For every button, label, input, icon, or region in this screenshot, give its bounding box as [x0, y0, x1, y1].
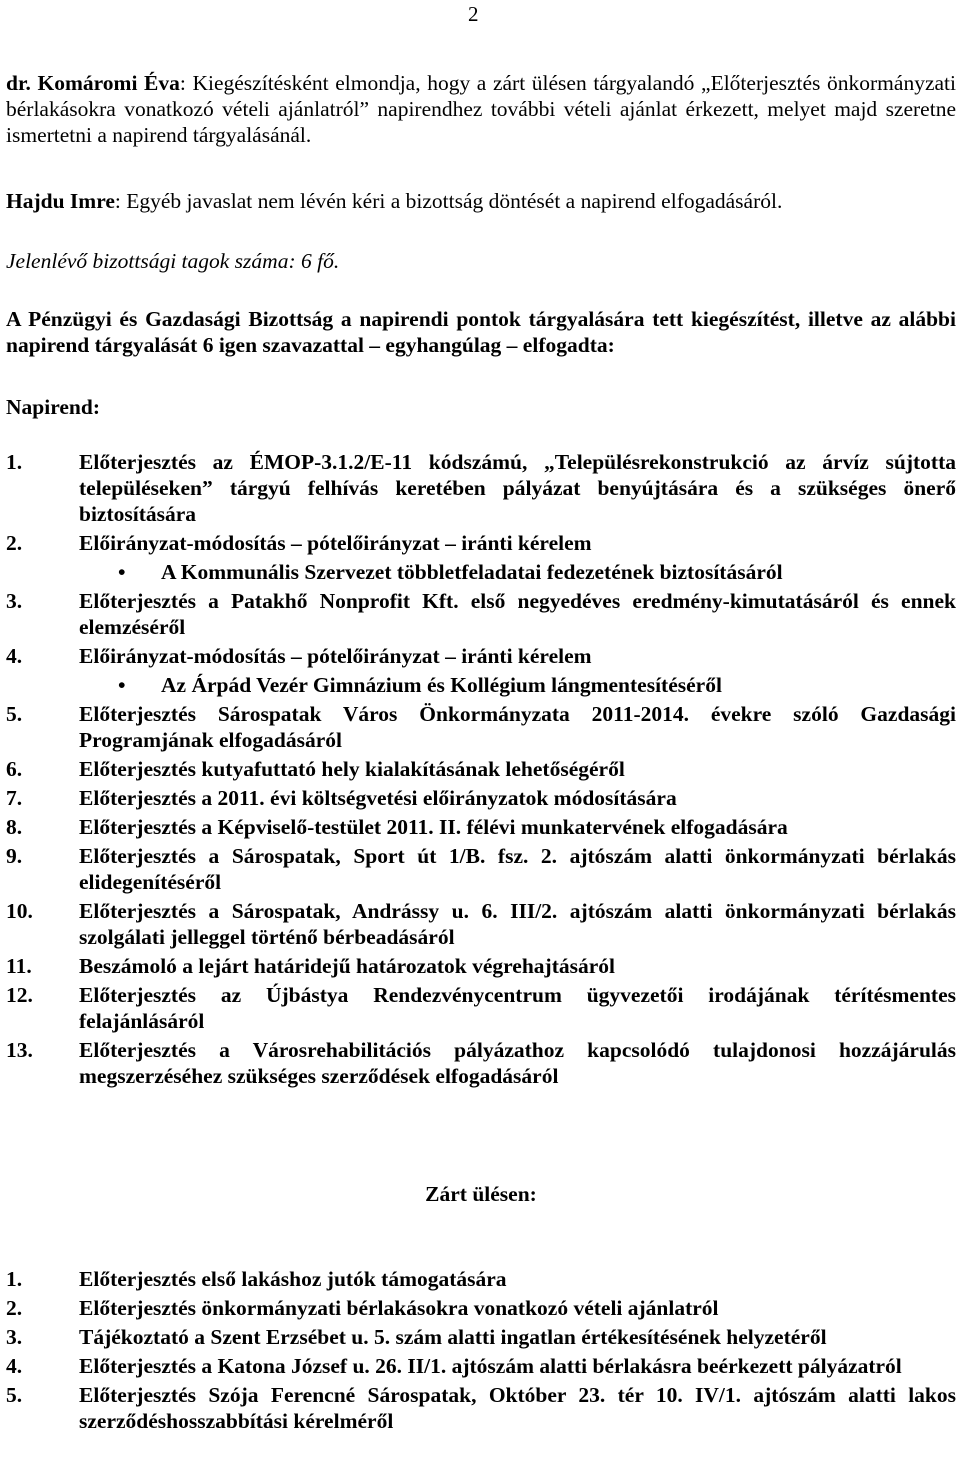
list-item-text: Előterjesztés a Patakhő Nonprofit Kft. első negyedéves eredmény-kimutatásáról és ennek elemzéséről: [79, 589, 956, 639]
bullet-icon: •: [118, 673, 126, 697]
bullet-text: Az Árpád Vezér Gimnázium és Kollégium lángmentesítéséről: [161, 673, 722, 697]
list-item-number: 3.: [6, 589, 23, 613]
list-item-number: 5.: [6, 702, 23, 726]
list-item-text: Előterjesztés a Képviselő-testület 2011. II. félévi munkatervének elfogadására: [79, 815, 788, 839]
agenda-heading: Napirend:: [6, 395, 100, 419]
list-item-number: 13.: [6, 1038, 33, 1062]
paragraph-komaromi: [6, 70, 956, 148]
bullet-icon: •: [118, 560, 126, 584]
list-item-number: 4.: [6, 1354, 23, 1378]
list-item-text: Előirányzat-módosítás – pótelőirányzat – iránti kérelem: [79, 531, 592, 555]
list-item: [6, 756, 956, 782]
list-item: [6, 1266, 956, 1292]
closed-session-list: [6, 1266, 956, 1437]
list-item-text: Előterjesztés Sárospatak Város Önkormányzata 2011-2014. évekre szóló Gazdasági Programjának elfogadásáról: [79, 702, 956, 752]
agenda-list: [6, 449, 956, 1092]
list-item-bullet: [118, 559, 956, 585]
list-item-text: Előterjesztés a 2011. évi költségvetési előirányzatok módosítására: [79, 786, 677, 810]
list-item: [6, 530, 956, 556]
list-item-bullet: [118, 672, 956, 698]
page-number: 2: [468, 2, 479, 26]
list-item-number: 10.: [6, 899, 33, 923]
bullet-text: A Kommunális Szervezet többletfeladatai fedezetének biztosításáról: [161, 560, 783, 584]
list-item-text: Előterjesztés Szója Ferencné Sárospatak, Október 23. tér 10. IV/1. ajtószám alatti lakos szerződéshosszabbítási kérelméről: [79, 1383, 956, 1433]
list-item-text: Előterjesztés az ÉMOP-3.1.2/E-11 kódszámú, „Településrekonstrukció az árvíz sújtotta településeken” tárgyú felhívás keretében pályázat benyújtására és a szükséges önerő biztosítására: [79, 450, 956, 526]
list-item: [6, 953, 956, 979]
list-item: [6, 843, 956, 895]
closed-session-heading: Zárt ülésen:: [425, 1182, 537, 1206]
list-item: [6, 643, 956, 669]
list-item-text: Előterjesztés kutyafuttató hely kialakításának lehetőségéről: [79, 757, 625, 781]
list-item-number: 1.: [6, 1267, 23, 1291]
list-item-text: Tájékoztató a Szent Erzsébet u. 5. szám alatti ingatlan értékesítésének helyzetéről: [79, 1325, 827, 1349]
list-item-number: 8.: [6, 815, 23, 839]
paragraph-hajdu: [6, 188, 956, 214]
list-item-text: Előterjesztés önkormányzati bérlakásokra vonatkozó vételi ajánlatról: [79, 1296, 719, 1320]
list-item-text: Előterjesztés a Városrehabilitációs pályázathoz kapcsolódó tulajdonosi hozzájárulás megszerzéséhez szükséges szerződések elfogadásáról: [79, 1038, 956, 1088]
list-item-number: 6.: [6, 757, 23, 781]
list-item: [6, 785, 956, 811]
decision-text: A Pénzügyi és Gazdasági Bizottság a napirendi pontok tárgyalására tett kiegészítést, illetve az alábbi napirend tárgyalását 6 igen szavazattal – egyhangúlag – elfogadta:: [6, 307, 956, 357]
list-item: [6, 898, 956, 950]
list-item: [6, 1382, 956, 1434]
list-item-text: Beszámoló a lejárt határidejű határozatok végrehajtásáról: [79, 954, 616, 978]
list-item-number: 1.: [6, 450, 23, 474]
list-item-number: 2.: [6, 1296, 23, 1320]
list-item: [6, 701, 956, 753]
attendance-note: Jelenlévő bizottsági tagok száma: 6 fő.: [6, 249, 340, 273]
list-item-number: 2.: [6, 531, 23, 555]
list-item-text: Előirányzat-módosítás – pótelőirányzat – iránti kérelem: [79, 644, 592, 668]
list-item-text: Előterjesztés a Sárospatak, Sport út 1/B. fsz. 2. ajtószám alatti önkormányzati bérlakás elidegenítéséről: [79, 844, 956, 894]
paragraph-text: : Kiegészítésként elmondja, hogy a zárt ülésen tárgyalandó „Előterjesztés önkormányzati bérlakásokra vonatkozó vételi ajánlatról” napirendhez további vételi ajánlat érkezett, melyet majd szeretne ismertetni a napirend tárgyalásánál.: [6, 71, 956, 147]
list-item: [6, 1295, 956, 1321]
list-item-text: Előterjesztés első lakáshoz jutók támogatására: [79, 1267, 507, 1291]
list-item-number: 5.: [6, 1383, 23, 1407]
list-item: [6, 814, 956, 840]
speaker-name: dr. Komáromi Éva: [6, 71, 180, 95]
list-item-text: Előterjesztés a Sárospatak, Andrássy u. 6. III/2. ajtószám alatti önkormányzati bérlakás szolgálati jelleggel történő bérbeadásáról: [79, 899, 956, 949]
list-item: [6, 449, 956, 527]
list-item-number: 3.: [6, 1325, 23, 1349]
list-item: [6, 1324, 956, 1350]
speaker-name: Hajdu Imre: [6, 189, 115, 213]
list-item-number: 7.: [6, 786, 23, 810]
list-item-number: 9.: [6, 844, 23, 868]
list-item: [6, 1037, 956, 1089]
list-item: [6, 588, 956, 640]
list-item-number: 4.: [6, 644, 23, 668]
list-item: [6, 1353, 956, 1379]
list-item-text: Előterjesztés a Katona József u. 26. II/1. ajtószám alatti bérlakásra beérkezett pályázatról: [79, 1354, 902, 1378]
list-item-number: 12.: [6, 983, 33, 1007]
paragraph-text: : Egyéb javaslat nem lévén kéri a bizottság döntését a napirend elfogadásáról.: [114, 189, 783, 213]
list-item: [6, 982, 956, 1034]
list-item-text: Előterjesztés az Újbástya Rendezvénycentrum ügyvezetői irodájának térítésmentes felajánlásáról: [79, 983, 956, 1033]
list-item-number: 11.: [6, 954, 32, 978]
